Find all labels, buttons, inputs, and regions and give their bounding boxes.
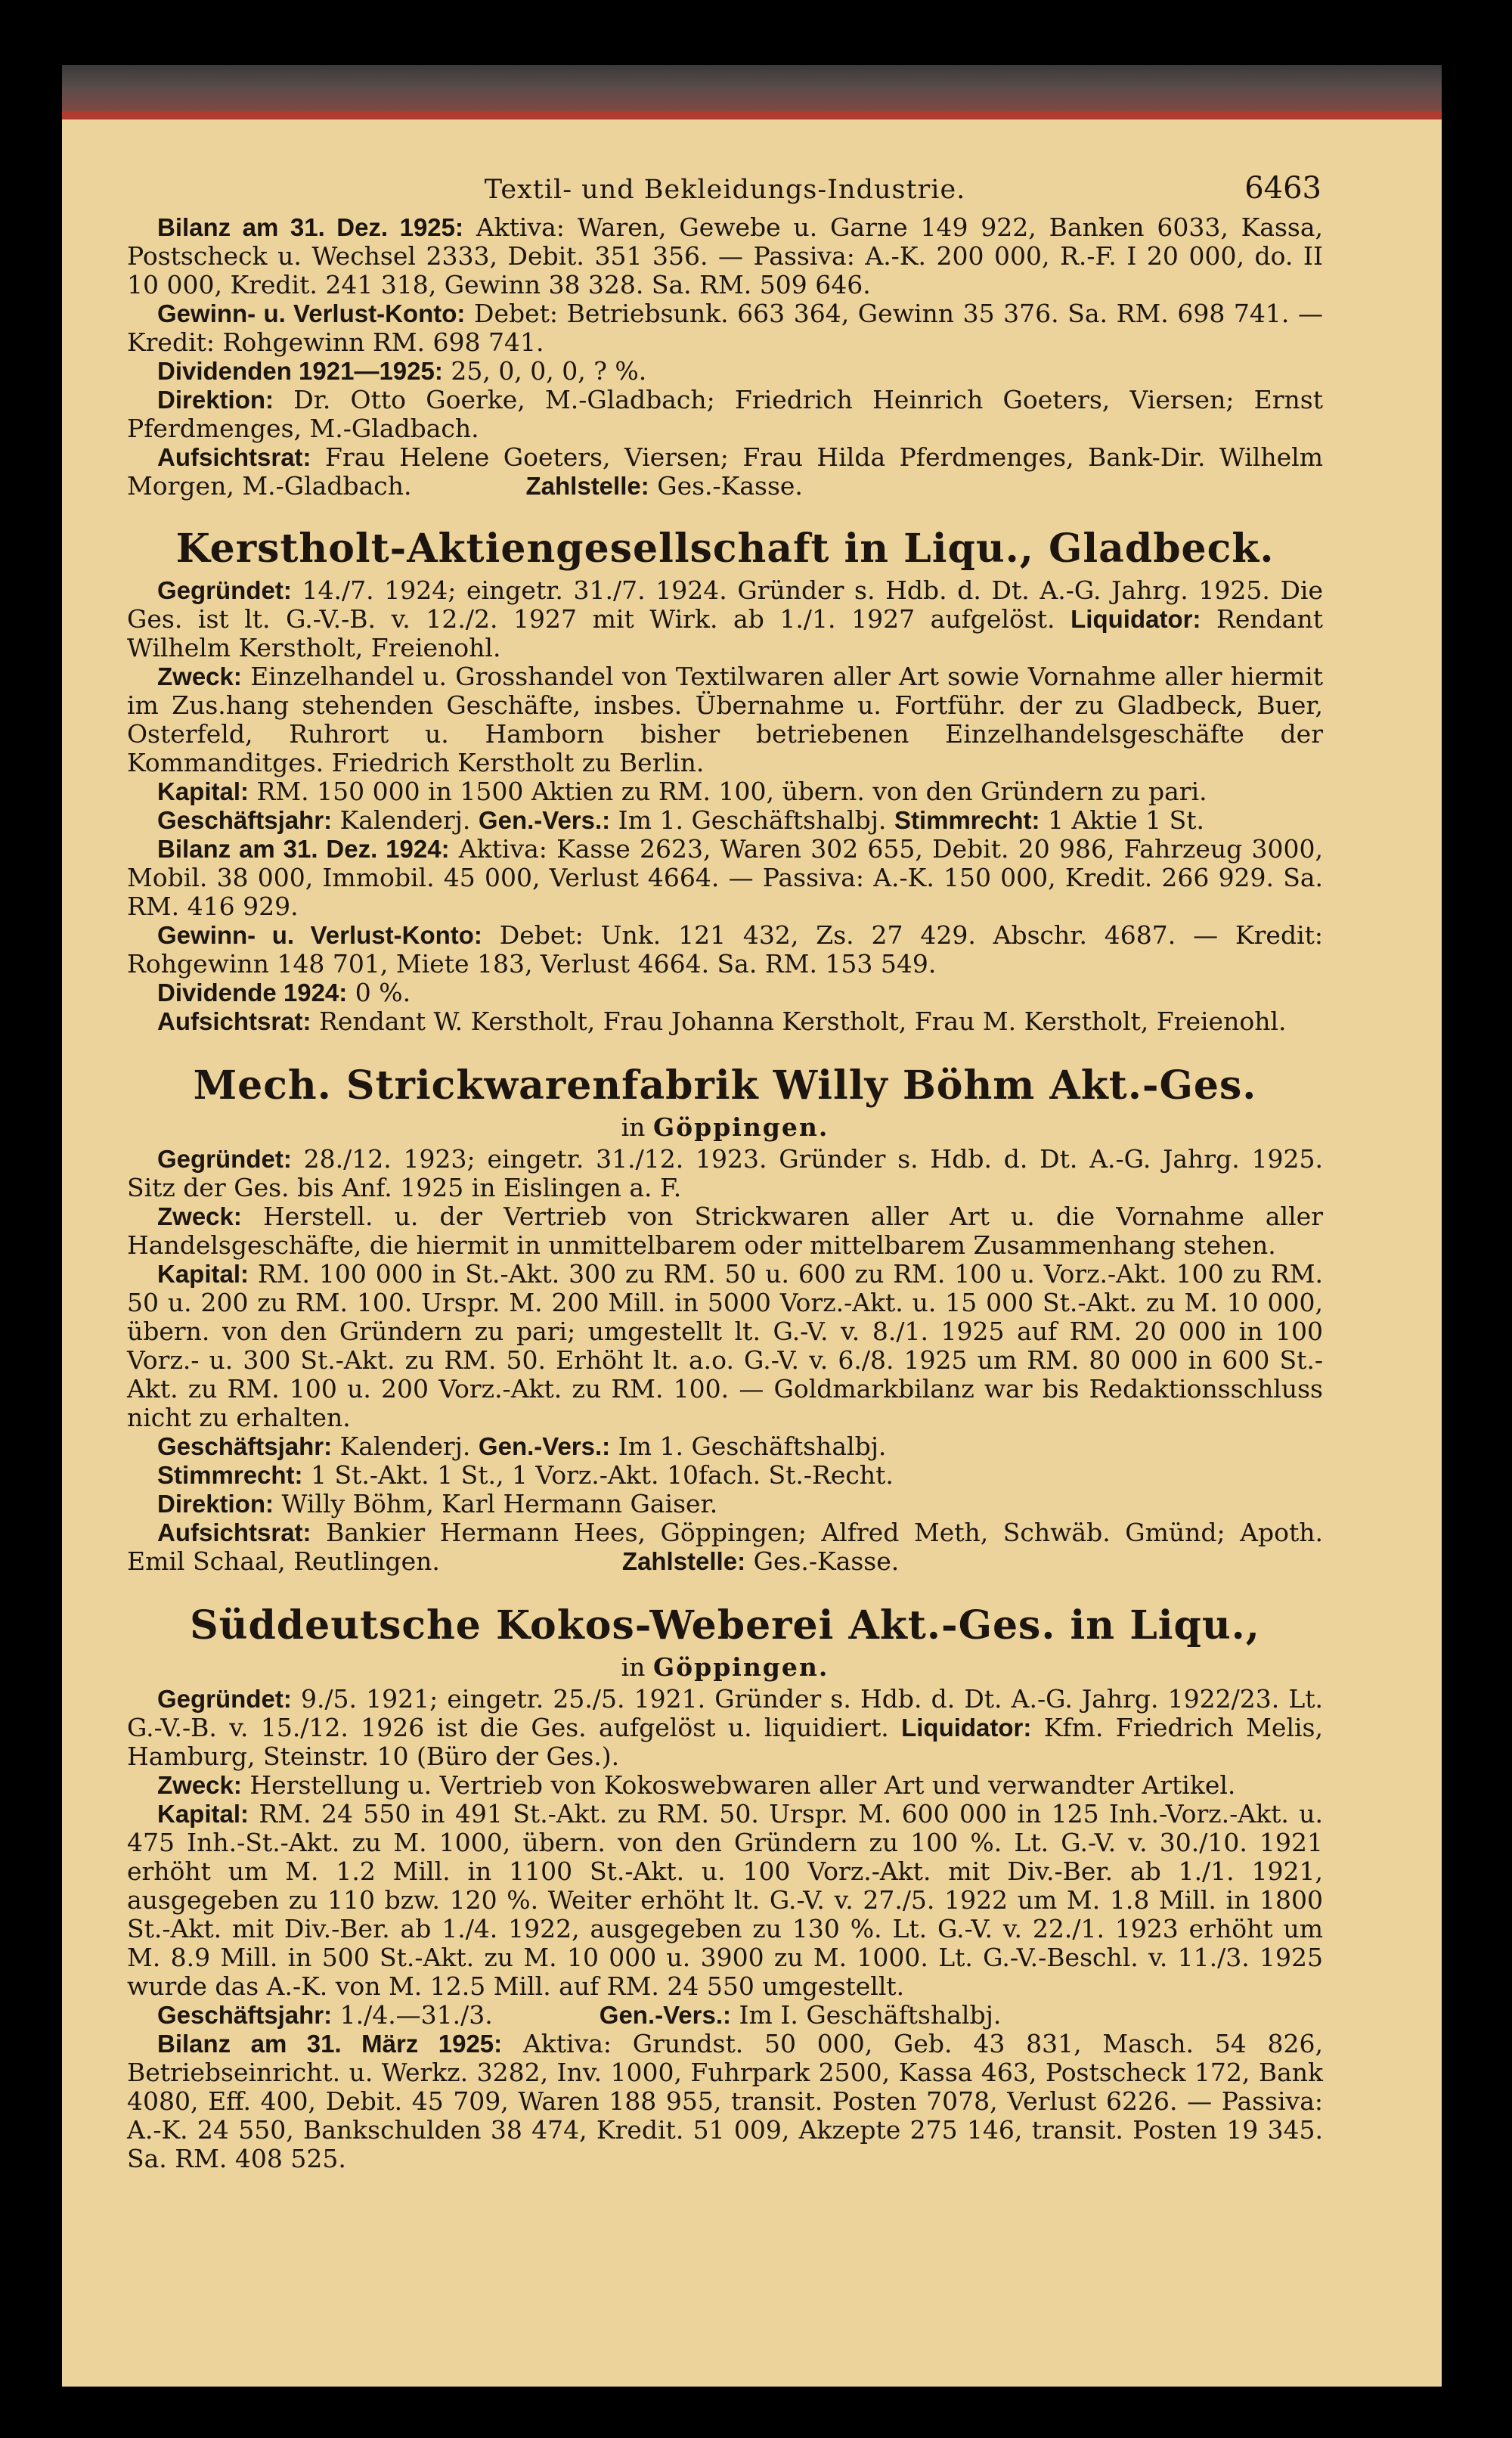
bilanz-label: Bilanz am 31. Dez. 1925:	[157, 213, 464, 241]
liquidator-text: Rendant Wilhelm Kerstholt, Freienohl.	[127, 604, 1323, 662]
zweck-text: Herstell. u. der Vertrieb von Strickwaren aller Art u. die Vornahme aller Handelsgeschäfte, die hiermit in unmittelbarem oder mittelbarem Zusammenhang stehen.	[127, 1202, 1323, 1260]
page-number: 6463	[1244, 171, 1321, 206]
dividend-text: 0 %.	[355, 978, 411, 1007]
kapital-text: RM. 24 550 in 491 St.-Akt. zu RM. 50. Urspr. M. 600 000 in 125 Inh.-Vorz.-Akt. u. 475 Inh.-St.-Akt. zu M. 1000, übern. von den Gründern zu 100 %. Lt. G.-V. v. 30./10. 1921 erhöht um M. 1.2 Mill. in 1100 St.-Akt. u. 100 Vorz.-Akt. mit Div.-Ber. ab 1./1. 1921, ausgegeben zu 110 bzw. 120 %. Weiter erhöht lt. G.-V. v. 27./5. 1922 um M. 1.8 Mill. in 1800 St.-Akt. mit Div.-Ber. ab 1./4. 1922, ausgegeben zu 130 %. Lt. G.-V. v. 22./1. 1923 erhöht um M. 8.9 Mill. in 500 St.-Akt. zu M. 10 000 u. 3900 zu M. 1000. Lt. G.-V.-Beschl. v. 11./3. 1925 wurde das A.-K. von M. 12.5 Mill. auf RM. 24 550 umgestellt.	[127, 1799, 1323, 2001]
gegruendet-text: 28./12. 1923; eingetr. 31./12. 1923. Gründer s. Hdb. d. Dt. A.-G. Jahrg. 1925. Sitz der Ges. bis Anf. 1925 in Eislingen a. F.	[127, 1144, 1323, 1202]
aufsichtsrat-label: Aufsichtsrat:	[157, 1518, 311, 1546]
genvers-text: Im 1. Geschäftshalbj.	[618, 805, 887, 835]
gegruendet-label: Gegründet:	[157, 1145, 292, 1173]
company-city	[127, 1113, 1323, 1142]
genvers-label: Gen.-Vers.:	[478, 806, 611, 834]
gegruendet-text: 9./5. 1921; eingetr. 25./5. 1921. Gründer s. Hdb. d. Dt. A.-G. Jahrg. 1922/23. Lt. G.-V.-B. v. 15./12. 1926 ist die Ges. aufgelöst u. liquidiert.	[127, 1684, 1323, 1742]
zweck-text: Herstellung u. Vertrieb von Kokoswebwaren aller Art und verwandter Artikel.	[249, 1770, 1236, 1800]
gv-paragraph	[127, 921, 1323, 979]
zweck-label: Zweck:	[157, 1771, 242, 1799]
kapital-paragraph	[127, 1800, 1323, 2001]
geschaeftsjahr-paragraph	[127, 2001, 1323, 2030]
kapital-label: Kapital:	[157, 1260, 249, 1288]
company-title: Süddeutsche Kokos-Weberei Akt.-Ges. in Liqu.,	[190, 1602, 1260, 1649]
kapital-text: RM. 100 000 in St.-Akt. 300 zu RM. 50 u. 600 zu RM. 100 u. Vorz.-Akt. 100 zu RM. 50 u. 200 zu RM. 100. Urspr. M. 200 Mill. in 5000 Vorz.-Akt. u. 15 000 St.-Akt. zu M. 10 000, übern. von den Gründern zu pari; umgestellt lt. G.-V. v. 8./1. 1925 auf RM. 20 000 in 100 Vorz.- u. 300 St.-Akt. zu RM. 50. Erhöht lt. a.o. G.-V. v. 6./8. 1925 um RM. 80 000 in 600 St.-Akt. zu RM. 100 u. 200 Vorz.-Akt. zu RM. 100. — Goldmarkbilanz war bis Redaktionsschluss nicht zu erhalten.	[127, 1259, 1323, 1432]
bilanz-text: Aktiva: Waren, Gewebe u. Garne 149 922, Banken 6033, Kassa, Postscheck u. Wechsel 2333, Debit. 351 356. — Passiva: A.-K. 200 000, R.-F. I 20 000, do. II 10 000, Kredit. 241 318, Gewinn 38 328. Sa. RM. 509 646.	[127, 212, 1323, 299]
city-prefix: in	[621, 1652, 646, 1682]
dividend-text: 25, 0, 0, 0, ? %.	[451, 356, 647, 386]
bilanz-label: Bilanz am 31. März 1925:	[157, 2030, 503, 2058]
zahlstelle-label: Zahlstelle:	[621, 1547, 746, 1575]
geschaeftsjahr-text: Kalenderj.	[339, 1431, 471, 1461]
entry-kokos-weberei	[127, 1603, 1323, 2173]
aufsichtsrat-text: Frau Helene Goeters, Viersen; Frau Hilda Pferdmenges, Bank-Dir. Wilhelm Morgen, M.-Gladbach.	[127, 442, 1323, 501]
city-name: Göppingen.	[652, 1112, 829, 1142]
city-prefix: in	[621, 1112, 646, 1142]
genvers-text: Im 1. Geschäftshalbj.	[618, 1431, 887, 1461]
gv-label: Gewinn- u. Verlust-Konto:	[157, 921, 482, 949]
zweck-label: Zweck:	[157, 1202, 242, 1230]
bilanz-paragraph	[127, 213, 1323, 299]
geschaeftsjahr-label: Geschäftsjahr:	[157, 1432, 333, 1460]
gegruendet-label: Gegründet:	[157, 576, 292, 604]
company-title: Kerstholt-Aktiengesellschaft in Liqu., Gladbeck.	[175, 526, 1275, 572]
running-header-title: Textil- und Bekleidungs-Industrie.	[484, 175, 966, 205]
running-header	[127, 151, 1323, 204]
gv-text: Debet: Unk. 121 432, Zs. 27 429. Abschr. 4687. — Kredit: Rohgewinn 148 701, Miete 183, Verlust 4664. Sa. RM. 153 549.	[127, 920, 1324, 979]
dividend-label: Dividenden 1921—1925:	[157, 357, 443, 385]
stimmrecht-label: Stimmrecht:	[894, 806, 1040, 834]
direktion-text: Willy Böhm, Karl Hermann Gaiser.	[281, 1489, 718, 1518]
dividend-paragraph	[127, 979, 1323, 1007]
bilanz-paragraph	[127, 835, 1323, 921]
liquidator-text: Kfm. Friedrich Melis, Hamburg, Steinstr. 10 (Büro der Ges.).	[127, 1713, 1323, 1771]
entry-boehm	[127, 1063, 1323, 1576]
gv-text: Debet: Betriebsunk. 663 364, Gewinn 35 376. Sa. RM. 698 741. — Kredit: Rohgewinn RM. 698 741.	[127, 299, 1324, 357]
direktion-paragraph	[127, 386, 1323, 443]
page-content	[127, 151, 1323, 2173]
zweck-label: Zweck:	[157, 662, 242, 690]
gegruendet-text: 14./7. 1924; eingetr. 31./7. 1924. Gründer s. Hdb. d. Dt. A.-G. Jahrg. 1925. Die Ges. ist lt. G.-V.-B. v. 12./2. 1927 mit Wirk. ab 1./1. 1927 aufgelöst.	[127, 575, 1324, 634]
zahlstelle-text: Ges.-Kasse.	[753, 1546, 900, 1576]
aufsichtsrat-paragraph	[127, 443, 1323, 501]
zahlstelle-label: Zahlstelle:	[525, 472, 649, 500]
liquidator-label: Liquidator:	[1070, 605, 1201, 633]
gegruendet-label: Gegründet:	[157, 1685, 292, 1713]
direktion-label: Direktion:	[157, 386, 274, 414]
kapital-text: RM. 150 000 in 1500 Aktien zu RM. 100, übern. von den Gründern zu pari.	[256, 777, 1207, 806]
entry-kerstholt	[127, 526, 1323, 1036]
zweck-paragraph	[127, 1771, 1323, 1800]
geschaeftsjahr-paragraph	[127, 1432, 1323, 1461]
stimmrecht-label: Stimmrecht:	[157, 1461, 303, 1489]
gv-label: Gewinn- u. Verlust-Konto:	[157, 299, 466, 327]
gegruendet-paragraph	[127, 1685, 1323, 1771]
entry-continuation	[127, 213, 1323, 501]
stimmrecht-paragraph	[127, 1461, 1323, 1490]
gv-paragraph	[127, 299, 1323, 357]
gegruendet-paragraph	[127, 576, 1323, 662]
dividend-label: Dividende 1924:	[157, 979, 348, 1007]
stimmrecht-text: 1 Aktie 1 St.	[1047, 805, 1204, 835]
direktion-paragraph	[127, 1490, 1323, 1518]
book-binding-edge	[62, 65, 1442, 119]
aufsichtsrat-paragraph	[127, 1007, 1323, 1036]
zweck-paragraph	[127, 662, 1323, 777]
genvers-label: Gen.-Vers.:	[599, 2001, 732, 2029]
direktion-text: Dr. Otto Goerke, M.-Gladbach; Friedrich Heinrich Goeters, Viersen; Ernst Pferdmenges, M.-Gladbach.	[127, 385, 1323, 443]
direktion-label: Direktion:	[157, 1490, 274, 1518]
geschaeftsjahr-text: 1./4.—31./3.	[339, 2000, 493, 2030]
stimmrecht-text: 1 St.-Akt. 1 St., 1 Vorz.-Akt. 10fach. St.-Recht.	[311, 1460, 894, 1490]
aufsichtsrat-text: Rendant W. Kerstholt, Frau Johanna Kerstholt, Frau M. Kerstholt, Freienohl.	[319, 1007, 1287, 1036]
zweck-text: Einzelhandel u. Grosshandel von Textilwaren aller Art sowie Vornahme aller hiermit im Zus.hang stehenden Geschäfte, insbes. Übernahme u. Fortführ. der zu Gladbeck, Buer, Osterfeld, Ruhrort u. Hamborn bisher betriebenen Einzelhandelsgeschäfte der Kommanditges. Friedrich Kerstholt zu Berlin.	[127, 662, 1323, 777]
bilanz-paragraph	[127, 2030, 1323, 2173]
genvers-label: Gen.-Vers.:	[478, 1432, 611, 1460]
zweck-paragraph	[127, 1202, 1323, 1260]
geschaeftsjahr-label: Geschäftsjahr:	[157, 806, 333, 834]
city-name: Göppingen.	[652, 1652, 829, 1682]
geschaeftsjahr-paragraph	[127, 806, 1323, 835]
aufsichtsrat-label: Aufsichtsrat:	[157, 443, 311, 471]
zahlstelle-text: Ges.-Kasse.	[657, 471, 803, 501]
aufsichtsrat-text: Bankier Hermann Hees, Göppingen; Alfred Meth, Schwäb. Gmünd; Apoth. Emil Schaal, Reutlingen.	[127, 1518, 1323, 1576]
kapital-label: Kapital:	[157, 1800, 249, 1828]
liquidator-label: Liquidator:	[901, 1714, 1032, 1742]
kapital-label: Kapital:	[157, 777, 249, 805]
aufsichtsrat-label: Aufsichtsrat:	[157, 1007, 311, 1035]
bilanz-text: Aktiva: Kasse 2623, Waren 302 655, Debit. 20 986, Fahrzeug 3000, Mobil. 38 000, Immobil. 45 000, Verlust 4664. — Passiva: A.-K. 150 000, Kredit. 266 929. Sa. RM. 416 929.	[127, 834, 1323, 921]
bilanz-label: Bilanz am 31. Dez. 1924:	[157, 835, 450, 863]
gegruendet-paragraph	[127, 1145, 1323, 1202]
geschaeftsjahr-label: Geschäftsjahr:	[157, 2001, 333, 2029]
geschaeftsjahr-text: Kalenderj.	[339, 805, 471, 835]
kapital-paragraph	[127, 1260, 1323, 1432]
company-city	[127, 1653, 1323, 1682]
company-title: Mech. Strickwarenfabrik Willy Böhm Akt.-Ges.	[193, 1062, 1257, 1109]
kapital-paragraph	[127, 777, 1323, 806]
dividend-paragraph	[127, 357, 1323, 386]
aufsichtsrat-paragraph	[127, 1518, 1323, 1576]
bilanz-text: Aktiva: Grundst. 50 000, Geb. 43 831, Masch. 54 826, Betriebseinricht. u. Werkz. 3282, Inv. 1000, Fuhrpark 2500, Kassa 463, Postscheck 172, Bank 4080, Eff. 400, Debit. 45 709, Waren 188 955, transit. Posten 7078, Verlust 6226. — Passiva: A.-K. 24 550, Bankschulden 38 474, Kredit. 51 009, Akzepte 275 146, transit. Posten 19 345. Sa. RM. 408 525.	[127, 2029, 1323, 2173]
genvers-text: Im I. Geschäftshalbj.	[739, 2000, 1002, 2030]
